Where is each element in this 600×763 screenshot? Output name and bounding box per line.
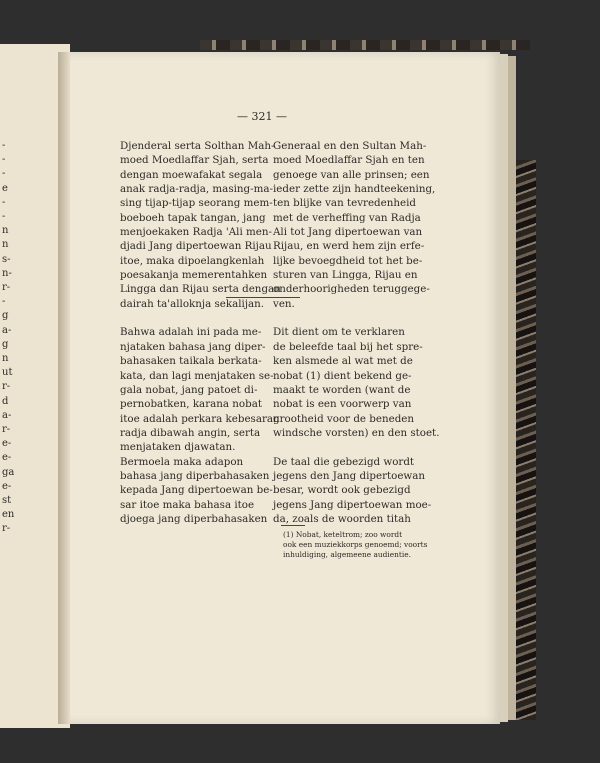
text-line: lijke bevoegdheid tot het be-	[273, 254, 423, 267]
text-line: Bermoela maka adapon	[120, 455, 244, 468]
text-line: kepada Jang dipertoewan be-	[120, 484, 273, 497]
text-line: menjoekaken Radja 'Ali men-	[120, 226, 273, 239]
footnote-line: ook een muziekkorps genoemd; voorts	[283, 540, 428, 550]
text-line: anak radja-radja, masing-ma-	[120, 183, 273, 196]
left-page-fragment: n	[2, 225, 9, 237]
text-line: besar, wordt ook gebezigd	[273, 484, 411, 497]
text-line: ken alsmede al wat met de	[273, 355, 413, 368]
malay-text-column	[120, 139, 281, 526]
text-line: moed Moedlaffar Sjah, serta	[120, 154, 269, 167]
left-page-fragment: r-	[2, 381, 11, 393]
text-line: bahasa jang diperbahasaken	[120, 469, 270, 482]
left-page-fragment: e-	[2, 438, 12, 450]
text-line: Ali tot Jang dipertoewan van	[273, 226, 423, 239]
left-page-fragment: en	[2, 509, 15, 521]
dutch-text-column	[273, 139, 439, 526]
page-edge	[500, 54, 508, 722]
text-line: ven.	[273, 297, 295, 310]
text-line: itoe, maka dipoelangkenlah	[120, 254, 265, 267]
text-line: sar itoe maka bahasa itoe	[120, 498, 255, 511]
footnote-line: (1) Nobat, keteltrom; zoo wordt	[283, 530, 403, 539]
page-number: — 321 —	[237, 110, 287, 123]
footnote-rule	[281, 525, 305, 526]
text-line: bahasaken taikala berkata-	[120, 355, 262, 368]
text-line: gala nobat, jang patoet di-	[120, 383, 258, 396]
footnote	[283, 530, 427, 561]
left-page-fragment: -	[2, 154, 6, 166]
left-page-fragment: e-	[2, 452, 12, 464]
text-line: djoega jang diperbahasaken	[120, 512, 268, 525]
text-line: menjataken djawatan.	[120, 441, 236, 454]
text-line: windsche vorsten) en den stoet.	[273, 426, 440, 439]
text-line: Lingga dan Rijau serta dengan	[120, 283, 281, 296]
text-line: sing tijap-tijap seorang mem-	[120, 197, 273, 210]
left-page-fragment: n	[2, 239, 9, 251]
left-page-fragment: s-	[2, 253, 11, 265]
left-page-fragment: -	[2, 196, 6, 208]
text-line: Dit dient om te verklaren	[273, 326, 405, 339]
text-line: Djenderal serta Solthan Mah-	[120, 140, 275, 152]
text-line: maakt te worden (want de	[273, 383, 411, 396]
page-edge-inner	[508, 56, 516, 720]
text-line: njataken bahasa jang diper-	[120, 340, 266, 353]
text-line: pernobatken, karana nobat	[120, 398, 262, 411]
left-page-fragment: e-	[2, 480, 12, 492]
text-line	[273, 440, 439, 454]
left-page-fragment: g	[2, 338, 9, 350]
text-line: Generaal en den Sultan Mah-	[273, 140, 427, 152]
left-page-fragment: r-	[2, 424, 11, 435]
text-line: moed Moedlaffar Sjah en ten	[273, 154, 425, 167]
text-line: de beleefde taal bij het spre-	[273, 340, 423, 353]
left-page-fragment: -	[2, 140, 6, 151]
section-divider	[226, 297, 300, 298]
text-line: kata, dan lagi menjataken se-	[120, 369, 274, 382]
footnote-line: inhuldiging, algemeene audientie.	[283, 550, 411, 560]
text-line: itoe adalah perkara kebesaran	[120, 412, 280, 425]
cover-board-top	[200, 40, 530, 50]
left-page-fragment: a-	[2, 409, 12, 421]
text-line: Bahwa adalah ini pada me-	[120, 326, 262, 339]
left-page-fragment: g	[2, 310, 9, 322]
left-page-fragment: st	[2, 495, 12, 506]
text-line: poesakanja memerentahken	[120, 269, 268, 282]
left-page-fragment: r-	[2, 523, 11, 535]
left-page-fragment: n	[2, 353, 9, 364]
text-line: nobat (1) dient bekend ge-	[273, 369, 412, 382]
text-line: dairah ta'alloknja sekalijan.	[120, 297, 265, 310]
text-line: dengan moewafakat segala	[120, 168, 263, 181]
text-line: da, zoals de woorden titah	[273, 512, 411, 525]
text-line: ten blijke van tevredenheid	[273, 197, 416, 210]
text-line: jegens Jang dipertoewan moe-	[273, 498, 432, 511]
text-line: ieder zette zijn handteekening,	[273, 183, 436, 196]
left-page-fragment: -	[2, 211, 6, 222]
left-page-fragment: -	[2, 168, 6, 180]
text-line: djadi Jang dipertoewan Rijau	[120, 240, 272, 253]
text-line: grootheid voor de beneden	[273, 412, 415, 425]
text-line: sturen van Lingga, Rijau en	[273, 269, 418, 282]
text-line: De taal die gebezigd wordt	[273, 455, 415, 468]
left-page-fragment: -	[2, 296, 6, 308]
left-page-fragment: ga	[2, 466, 15, 478]
left-page-fragment: ut	[2, 367, 13, 379]
marbled-cover-edge	[516, 160, 536, 720]
text-line	[120, 311, 281, 325]
text-line: onderhoorigheden teruggege-	[273, 283, 430, 296]
text-line: met de verheffing van Radja	[273, 211, 421, 224]
text-line: nobat is een voorwerp van	[273, 398, 412, 411]
left-page-fragment: e	[2, 182, 8, 194]
left-page-fragment: d	[2, 395, 9, 407]
text-line: boeboeh tapak tangan, jang	[120, 211, 266, 224]
text-line: radja dibawah angin, serta	[120, 426, 261, 439]
text-line	[273, 311, 439, 325]
text-line: genoege van alle prinsen; een	[273, 168, 430, 181]
text-line: Rijau, en werd hem zijn erfe-	[273, 240, 425, 253]
left-page-fragment: a-	[2, 324, 12, 336]
text-line: jegens den Jang dipertoewan	[273, 469, 426, 482]
left-page-fragment: n-	[2, 267, 12, 279]
left-page-fragment: r-	[2, 282, 11, 293]
spine-gutter	[58, 52, 70, 724]
